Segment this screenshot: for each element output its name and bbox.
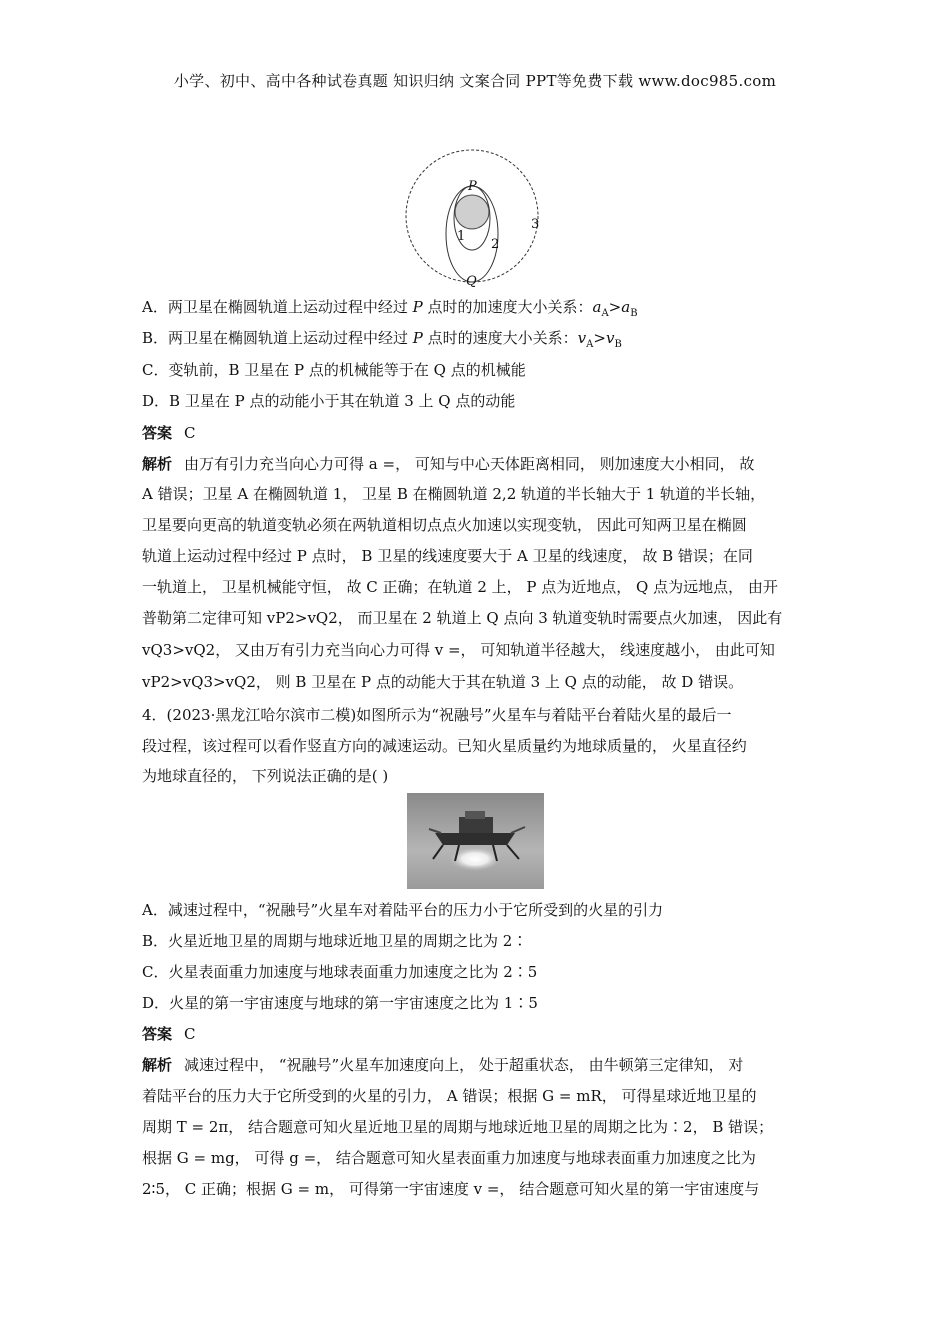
label-3: 3 [531,217,540,232]
q4-stem-line-3: 为地球直径的， 下列说法正确的是( ) [142,767,389,785]
q3-option-b: B．两卫星在椭圆轨道上运动过程中经过 P 点时的速度大小关系：$v_A>v_B$ [142,329,622,350]
label-1: 1 [457,229,466,244]
q3-exp-line-6: 普勒第二定律可知 vP2>vQ2， 而卫星在 2 轨道上 Q 点向 3 轨道变轨时需要点火加速， 因此有 [142,609,783,627]
label-p: P [468,179,477,194]
q3-exp-line-7: vQ3>vQ2， 又由万有引力充当向心力可得 v =， 可知轨道半径越大， 线速度越小， 由此可知 [142,641,775,659]
q4-option-d: D．火星的第一宇宙速度与地球的第一宇宙速度之比为 1∶5 [142,994,538,1012]
q4-exp-line-3: 周期 T = 2π， 结合题意可知火星近地卫星的周期与地球近地卫星的周期之比为∶2， B 错误； [142,1118,774,1136]
q3-option-d: D．B 卫星在 P 点的动能小于其在轨道 3 上 Q 点的动能 [142,392,516,410]
q3-exp-line-4: 轨道上运动过程中经过 P 点时， B 卫星的线速度要大于 A 卫星的线速度， 故 B 错误；在同 [142,547,753,565]
q4-answer: 答案 C [142,1025,196,1043]
q4-exp-line-1: 解析 减速过程中， “祝融号”火星车加速度向上， 处于超重状态， 由牛顿第三定律知， 对 [142,1056,744,1074]
q4-stem-line-2: 段过程，该过程可以看作竖直方向的减速运动。已知火星质量约为地球质量的， 火星直径约 [142,737,747,755]
label-q: Q [466,274,477,288]
q3-exp-line-2: A 错误；卫星 A 在椭圆轨道 1， 卫星 B 在椭圆轨道 2,2 轨道的半长轴大于 1 轨道的半长轴， [142,485,766,503]
q4-option-a: A．减速过程中，“祝融号”火星车对着陆平台的压力小于它所受到的火星的引力 [142,901,664,919]
orbit-diagram [400,148,550,288]
q4-stem-line-1: 4．(2023·黑龙江哈尔滨市二模)如图所示为“祝融号”火星车与着陆平台着陆火星的最后一 [142,706,732,724]
q3-exp-line-8: vP2>vQ3>vQ2， 则 B 卫星在 P 点的动能大于其在轨道 3 上 Q 点的动能， 故 D 错误。 [142,673,744,691]
lander-photo [407,793,544,889]
q4-exp-line-4: 根据 G = mg， 可得 g =， 结合题意可知火星表面重力加速度与地球表面重力加速度之比为 [142,1149,756,1167]
q4-option-c: C．火星表面重力加速度与地球表面重力加速度之比为 2∶5 [142,963,538,981]
page-header: 小学、初中、高中各种试卷真题 知识归纳 文案合同 PPT等免费下载 www.doc985.com [173,72,777,90]
q4-exp-line-5: 2∶5， C 正确；根据 G = m， 可得第一宇宙速度 v =， 结合题意可知火星的第一宇宙速度与 [142,1180,760,1198]
q4-exp-line-2: 着陆平台的压力大于它所受到的火星的引力， A 错误；根据 G = mR， 可得星球近地卫星的 [142,1087,757,1105]
q3-exp-line-5: 一轨道上， 卫星机械能守恒， 故 C 正确；在轨道 2 上， P 点为近地点， Q 点为远地点， 由开 [142,578,778,596]
q4-option-b: B．火星近地卫星的周期与地球近地卫星的周期之比为 2∶ [142,932,528,950]
q3-exp-line-3: 卫星要向更高的轨道变轨必须在两轨道相切点点火加速以实现变轨， 因此可知两卫星在椭圆 [142,516,747,534]
q3-answer: 答案 C [142,424,196,442]
q3-option-c: C．变轨前，B 卫星在 P 点的机械能等于在 Q 点的机械能 [142,361,526,379]
planet-icon [455,195,489,229]
label-2: 2 [491,237,500,252]
q3-option-a: A．两卫星在椭圆轨道上运动过程中经过 P 点时的加速度大小关系：$a_A>a_B$ [142,298,638,319]
q3-exp-line-1: 解析 由万有引力充当向心力可得 a =， 可知与中心天体距离相同， 则加速度大小相同， 故 [142,455,755,473]
